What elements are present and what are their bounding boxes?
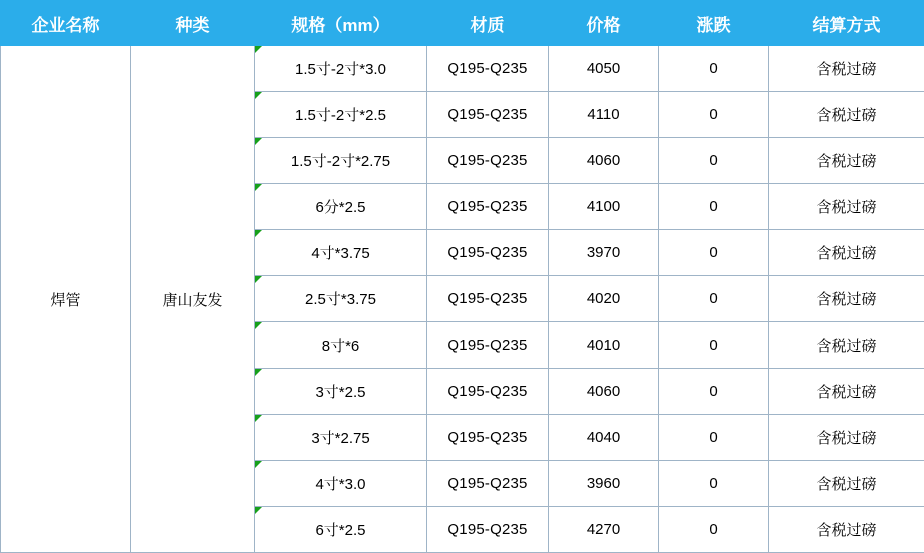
column-header-settlement: 结算方式: [769, 1, 924, 46]
cell-price: 4050: [549, 46, 659, 92]
cell-spec-label: 1.5寸-2寸*2.5: [295, 107, 386, 125]
cell-change: 0: [659, 276, 769, 322]
cell-spec: [255, 506, 427, 552]
cell-spec: [255, 46, 427, 92]
cell-company: 焊管: [1, 46, 131, 553]
cell-settlement: 含税过磅: [769, 230, 924, 276]
cell-settlement: 含税过磅: [769, 276, 924, 322]
cell-spec-label: 1.5寸-2寸*3.0: [295, 61, 386, 79]
cell-spec: [255, 276, 427, 322]
column-header-kind: 种类: [131, 1, 255, 46]
comment-marker-icon: [255, 230, 262, 237]
cell-spec-label: 6寸*2.5: [315, 521, 366, 539]
column-header-price: 价格: [549, 1, 659, 46]
cell-settlement: 含税过磅: [769, 184, 924, 230]
cell-spec: [255, 460, 427, 506]
comment-marker-icon: [255, 276, 262, 283]
cell-price: 4060: [549, 138, 659, 184]
comment-marker-icon: [255, 138, 262, 145]
comment-marker-icon: [255, 92, 262, 99]
cell-price: 3960: [549, 460, 659, 506]
cell-spec: [255, 230, 427, 276]
cell-spec-label: 2.5寸*3.75: [305, 291, 376, 309]
cell-spec-label: 4寸*3.0: [315, 475, 366, 493]
cell-change: 0: [659, 138, 769, 184]
cell-price: 4020: [549, 276, 659, 322]
cell-settlement: 含税过磅: [769, 92, 924, 138]
cell-spec: [255, 184, 427, 230]
cell-settlement: 含税过磅: [769, 368, 924, 414]
cell-change: 0: [659, 506, 769, 552]
cell-material: Q195-Q235: [427, 414, 549, 460]
column-header-change: 涨跌: [659, 1, 769, 46]
cell-spec-label: 3寸*2.75: [311, 429, 370, 447]
cell-material: Q195-Q235: [427, 460, 549, 506]
cell-material: Q195-Q235: [427, 138, 549, 184]
cell-settlement: 含税过磅: [769, 322, 924, 368]
cell-material: Q195-Q235: [427, 368, 549, 414]
cell-change: 0: [659, 92, 769, 138]
table-row: [1, 46, 924, 92]
cell-kind: 唐山友发: [131, 46, 255, 553]
cell-spec: [255, 414, 427, 460]
cell-change: 0: [659, 184, 769, 230]
cell-change: 0: [659, 414, 769, 460]
cell-price: 4040: [549, 414, 659, 460]
comment-marker-icon: [255, 507, 262, 514]
cell-settlement: 含税过磅: [769, 414, 924, 460]
cell-spec: [255, 368, 427, 414]
cell-price: 4110: [549, 92, 659, 138]
cell-settlement: 含税过磅: [769, 506, 924, 552]
comment-marker-icon: [255, 184, 262, 191]
cell-material: Q195-Q235: [427, 92, 549, 138]
cell-spec: [255, 322, 427, 368]
column-header-spec: 规格（mm）: [255, 1, 427, 46]
cell-price: 4010: [549, 322, 659, 368]
comment-marker-icon: [255, 369, 262, 376]
cell-price: 3970: [549, 230, 659, 276]
cell-spec-label: 6分*2.5: [315, 199, 366, 217]
column-header-company: 企业名称: [1, 1, 131, 46]
cell-material: Q195-Q235: [427, 276, 549, 322]
header-row: [1, 1, 924, 46]
cell-settlement: 含税过磅: [769, 460, 924, 506]
comment-marker-icon: [255, 46, 262, 53]
cell-spec-label: 4寸*3.75: [311, 245, 370, 263]
cell-spec-label: 8寸*6: [321, 337, 360, 355]
cell-price: 4270: [549, 506, 659, 552]
cell-spec: [255, 92, 427, 138]
cell-change: 0: [659, 460, 769, 506]
cell-spec: [255, 138, 427, 184]
cell-change: 0: [659, 368, 769, 414]
comment-marker-icon: [255, 461, 262, 468]
cell-spec-label: 3寸*2.5: [315, 383, 366, 401]
table-body: [1, 46, 924, 553]
table-header: [1, 1, 924, 46]
cell-material: Q195-Q235: [427, 230, 549, 276]
cell-settlement: 含税过磅: [769, 138, 924, 184]
cell-change: 0: [659, 322, 769, 368]
cell-change: 0: [659, 230, 769, 276]
comment-marker-icon: [255, 415, 262, 422]
cell-material: Q195-Q235: [427, 46, 549, 92]
cell-spec-label: 1.5寸-2寸*2.75: [290, 153, 391, 171]
cell-price: 4100: [549, 184, 659, 230]
cell-price: 4060: [549, 368, 659, 414]
comment-marker-icon: [255, 322, 262, 329]
cell-material: Q195-Q235: [427, 506, 549, 552]
cell-settlement: 含税过磅: [769, 46, 924, 92]
column-header-material: 材质: [427, 1, 549, 46]
cell-change: 0: [659, 46, 769, 92]
cell-material: Q195-Q235: [427, 322, 549, 368]
cell-material: Q195-Q235: [427, 184, 549, 230]
